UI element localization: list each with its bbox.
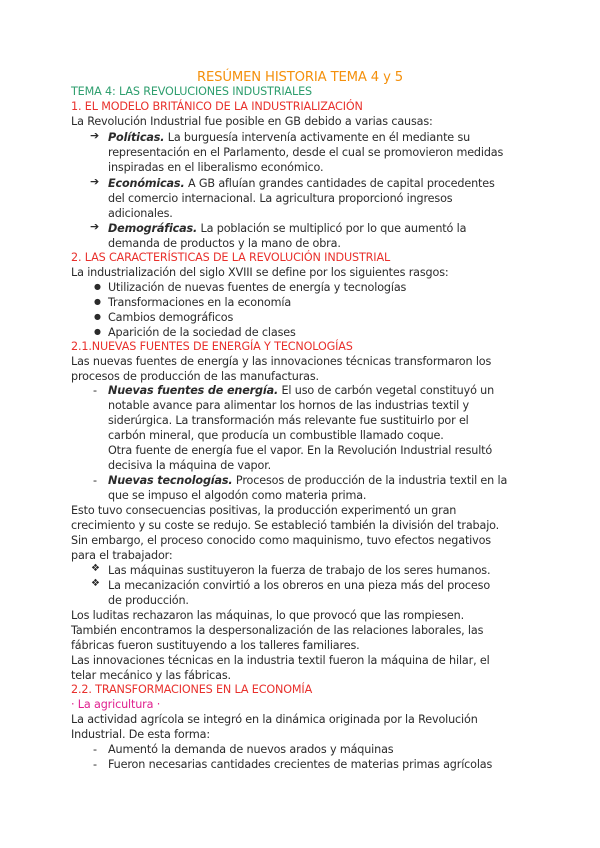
arrow-bullet-icon: ➔ — [90, 220, 100, 233]
paragraph-line: Esto tuvo consecuencias positivas, la producción experimentó un gran — [71, 504, 457, 517]
cause-text: representación en el Parlamento, desde el cual se promovieron medidas — [108, 146, 504, 159]
list-item: Las máquinas sustituyeron la fuerza de trabajo de los seres humanos. — [108, 564, 491, 577]
list-item: de producción. — [108, 594, 189, 607]
paragraph-line: fábricas fueron sustituyendo a los talleres familiares. — [71, 639, 360, 652]
paragraph-line: Las innovaciones técnicas en la industria textil fueron la máquina de hilar, el — [71, 654, 490, 667]
dash-bullet: - — [93, 474, 97, 487]
list-item: Utilización de nuevas fuentes de energía y tecnologías — [108, 281, 407, 294]
section-1-heading: 1. EL MODELO BRITÁNICO DE LA INDUSTRIALIZACIÓN — [71, 100, 363, 113]
document-title: RESÚMEN HISTORIA TEMA 4 y 5 — [196, 70, 404, 85]
paragraph-line: para el trabajador: — [71, 549, 173, 562]
cause-economicas: Económicas. A GB afluían grandes cantidades de capital procedentes — [108, 177, 495, 190]
arrow-bullet-icon: ➔ — [90, 129, 100, 142]
paragraph-line: Las nuevas fuentes de energía y las innovaciones técnicas transformaron los — [71, 355, 492, 368]
bullet-icon: ● — [94, 312, 101, 321]
paragraph-line: crecimiento y su coste se redujo. Se estableció también la división del trabajo. — [71, 519, 500, 532]
paragraph-line: notable avance para alimentar los hornos de las industrias textil y — [108, 399, 470, 412]
arrow-bullet-icon: ➔ — [90, 175, 100, 188]
bullet-icon: ● — [94, 297, 101, 306]
diamond-bullet-icon: ❖ — [91, 578, 100, 589]
paragraph-line: siderúrgica. La transformación más relevante fue sustituirlo por el — [108, 414, 469, 427]
bullet-icon: ● — [94, 282, 101, 291]
tech-item: Nuevas tecnologías. Procesos de producción de la industria textil en la — [108, 474, 508, 487]
energy-item: Nuevas fuentes de energía. El uso de carbón vegetal constituyó un — [108, 384, 495, 397]
paragraph-line: La actividad agrícola se integró en la dinámica originada por la Revolución — [71, 713, 478, 726]
section-2-1-heading: 2.1.NUEVAS FUENTES DE ENERGÍA Y TECNOLOGÍAS — [71, 340, 353, 353]
paragraph-line: Industrial. De esta forma: — [71, 728, 210, 741]
paragraph-line: que se impuso el algodón como materia prima. — [108, 489, 367, 502]
dash-bullet: - — [93, 743, 97, 756]
paragraph-line: Sin embargo, el proceso conocido como maquinismo, tuvo efectos negativos — [71, 534, 491, 547]
paragraph-line: carbón mineral, que producía un combustible llamado coque. — [108, 429, 444, 442]
list-item: Fueron necesarias cantidades crecientes de materias primas agrícolas — [108, 758, 493, 771]
cause-text: adicionales. — [108, 207, 173, 220]
dash-bullet: - — [93, 384, 97, 397]
section-2-2-heading: 2.2. TRANSFORMACIONES EN LA ECONOMÍA — [71, 683, 313, 696]
bullet-icon: ● — [94, 327, 101, 336]
list-item: Transformaciones en la economía — [108, 296, 292, 309]
paragraph-line: Los luditas rechazaron las máquinas, lo que provocó que las rompiesen. — [71, 609, 464, 622]
cause-text: inspiradas en el liberalismo económico. — [108, 161, 324, 174]
subsection-agricultura: · La agricultura · — [71, 698, 161, 711]
cause-demograficas: Demográficas. La población se multiplicó por lo que aumentó la — [108, 222, 467, 235]
list-item: Cambios demográficos — [108, 311, 234, 324]
list-item: Aparición de la sociedad de clases — [108, 326, 296, 339]
section-2-heading: 2. LAS CARACTERÍSTICAS DE LA REVOLUCIÓN INDUSTRIAL — [71, 251, 391, 264]
cause-text: demanda de productos y la mano de obra. — [108, 237, 341, 250]
paragraph-line: telar mecánico y las fábricas. — [71, 669, 231, 682]
section-2-intro: La industrialización del siglo XVIII se define por los siguientes rasgos: — [71, 266, 449, 279]
paragraph-line: Otra fuente de energía fue el vapor. En la Revolución Industrial resultó — [108, 444, 493, 457]
cause-politicas: Políticas. La burguesía intervenía activamente en él mediante su — [108, 131, 471, 144]
dash-bullet: - — [93, 758, 97, 771]
paragraph-line: procesos de producción de las manufacturas. — [71, 370, 319, 383]
cause-text: del comercio internacional. La agricultura proporcionó ingresos — [108, 192, 453, 205]
paragraph-line: También encontramos la despersonalización de las relaciones laborales, las — [71, 624, 484, 637]
diamond-bullet-icon: ❖ — [91, 563, 100, 574]
paragraph-line: decisiva la máquina de vapor. — [108, 459, 272, 472]
tema-heading: TEMA 4: LAS REVOLUCIONES INDUSTRIALES — [71, 85, 312, 98]
section-1-intro: La Revolución Industrial fue posible en GB debido a varias causas: — [71, 115, 433, 128]
list-item: Aumentó la demanda de nuevos arados y máquinas — [108, 743, 394, 756]
list-item: La mecanización convirtió a los obreros en una pieza más del proceso — [108, 579, 491, 592]
